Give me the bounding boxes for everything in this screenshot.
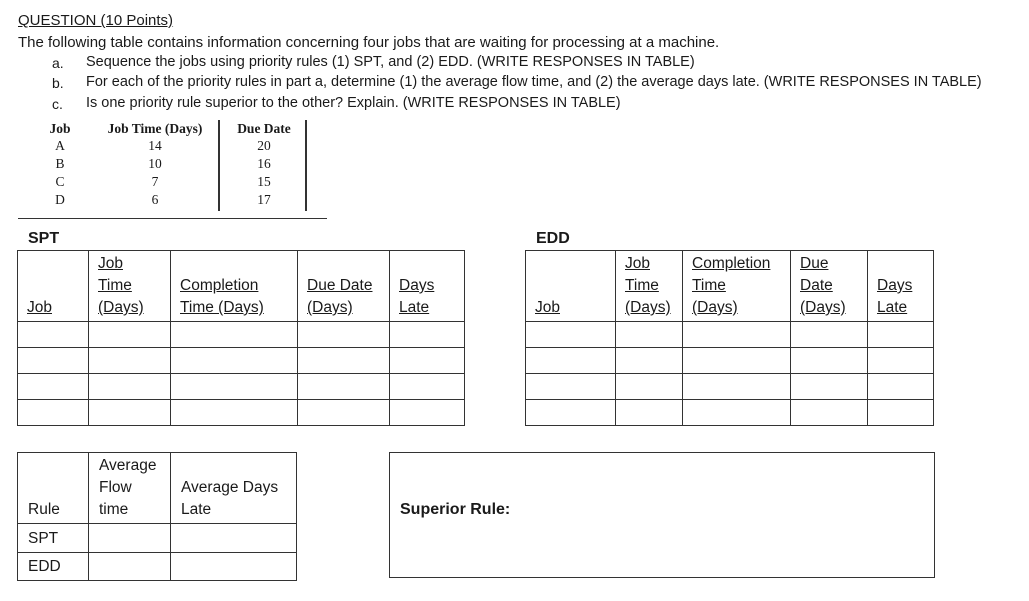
answer-cell[interactable] <box>18 374 89 400</box>
superior-rule-label: Superior Rule: <box>400 501 511 518</box>
spt-table <box>17 250 465 426</box>
avg-rule-label: EDD <box>18 553 89 581</box>
answer-cell[interactable] <box>298 322 390 348</box>
avg-row-edd <box>18 553 297 581</box>
edd-header-late: Days Late <box>868 251 934 322</box>
item-b-text: For each of the priority rules in part a, determine (1) the average flow time, and (2) the average days late. (WRITE RESPONSES IN TABLE) <box>86 74 982 90</box>
answer-cell[interactable] <box>298 400 390 426</box>
spt-header-late: Days Late <box>390 251 465 322</box>
answer-cell[interactable] <box>89 524 171 553</box>
answer-cell[interactable] <box>171 400 298 426</box>
edd-header-completion: Completion Time (Days) <box>683 251 791 322</box>
spt-answer-row[interactable] <box>18 374 465 400</box>
edd-header-due: Due Date (Days) <box>791 251 868 322</box>
answer-cell[interactable] <box>791 322 868 348</box>
answer-cell[interactable] <box>683 374 791 400</box>
answer-cell[interactable] <box>89 348 171 374</box>
answer-cell[interactable] <box>616 400 683 426</box>
answer-cell[interactable] <box>526 348 616 374</box>
avg-row-spt <box>18 524 297 553</box>
given-job: A <box>55 138 65 153</box>
spt-header-due: Due Date (Days) <box>298 251 390 322</box>
answer-cell[interactable] <box>868 374 934 400</box>
answer-cell[interactable] <box>526 400 616 426</box>
answer-cell[interactable] <box>791 400 868 426</box>
given-job: C <box>55 174 65 189</box>
edd-answer-row[interactable] <box>526 348 934 374</box>
given-bottom-rule <box>18 218 327 219</box>
answer-cell[interactable] <box>18 348 89 374</box>
answer-cell[interactable] <box>390 374 465 400</box>
edd-answer-row[interactable] <box>526 374 934 400</box>
spt-header-completion: Completion Time (Days) <box>171 251 298 322</box>
item-c-text: Is one priority rule superior to the other? Explain. (WRITE RESPONSES IN TABLE) <box>86 95 621 111</box>
given-header-job: Job <box>49 121 71 136</box>
spt-answer-row[interactable] <box>18 400 465 426</box>
answer-cell[interactable] <box>298 348 390 374</box>
answer-cell[interactable] <box>298 374 390 400</box>
given-time: 6 <box>151 192 159 207</box>
edd-answer-row[interactable] <box>526 322 934 348</box>
item-a-text: Sequence the jobs using priority rules (1) SPT, and (2) EDD. (WRITE RESPONSES IN TABLE) <box>86 54 695 70</box>
answer-cell[interactable] <box>390 400 465 426</box>
given-job: B <box>55 156 65 171</box>
given-time: 7 <box>151 174 159 189</box>
answer-cell[interactable] <box>791 374 868 400</box>
answer-cell[interactable] <box>683 400 791 426</box>
answer-cell[interactable] <box>171 524 297 553</box>
answer-cell[interactable] <box>89 553 171 581</box>
spt-label: SPT <box>28 230 60 247</box>
edd-label: EDD <box>536 230 570 247</box>
spt-header-job-time: Job Time (Days) <box>89 251 171 322</box>
item-a-letter: a. <box>52 55 64 71</box>
spt-answer-row[interactable] <box>18 322 465 348</box>
avg-header-flow: Average Flow time <box>89 453 171 524</box>
given-time: 10 <box>148 156 162 171</box>
answer-cell[interactable] <box>89 322 171 348</box>
answer-cell[interactable] <box>868 322 934 348</box>
edd-header-job: Job <box>526 251 616 322</box>
edd-table <box>525 250 934 426</box>
answer-cell[interactable] <box>18 400 89 426</box>
given-header-time: Job Time (Days) <box>107 121 203 136</box>
answer-cell[interactable] <box>868 348 934 374</box>
answer-cell[interactable] <box>616 374 683 400</box>
avg-header-rule: Rule <box>18 453 89 524</box>
spt-header-job: Job <box>18 251 89 322</box>
given-divider-1 <box>218 120 220 211</box>
given-header-due: Due Date <box>237 121 291 136</box>
item-c-letter: c. <box>52 96 63 112</box>
question-title: QUESTION (10 Points) <box>18 12 174 29</box>
answer-cell[interactable] <box>390 322 465 348</box>
item-b-letter: b. <box>52 75 64 91</box>
answer-cell[interactable] <box>89 400 171 426</box>
answer-cell[interactable] <box>683 348 791 374</box>
given-due: 20 <box>257 138 271 153</box>
answer-cell[interactable] <box>868 400 934 426</box>
given-time: 14 <box>148 138 162 153</box>
given-due: 16 <box>257 156 271 171</box>
avg-rule-label: SPT <box>18 524 89 553</box>
answer-cell[interactable] <box>526 374 616 400</box>
edd-answer-row[interactable] <box>526 400 934 426</box>
avg-header-late: Average Days Late <box>171 453 297 524</box>
edd-header-job-time: Job Time (Days) <box>616 251 683 322</box>
given-due: 17 <box>257 192 271 207</box>
answer-cell[interactable] <box>683 322 791 348</box>
given-divider-2 <box>305 120 307 211</box>
question-intro: The following table contains information concerning four jobs that are waiting for processing at a machine. <box>18 34 720 51</box>
answer-cell[interactable] <box>390 348 465 374</box>
answer-cell[interactable] <box>171 322 298 348</box>
given-job: D <box>55 192 65 207</box>
answer-cell[interactable] <box>526 322 616 348</box>
answer-cell[interactable] <box>89 374 171 400</box>
answer-cell[interactable] <box>171 348 298 374</box>
answer-cell[interactable] <box>616 348 683 374</box>
given-due: 15 <box>257 174 271 189</box>
answer-cell[interactable] <box>791 348 868 374</box>
answer-cell[interactable] <box>616 322 683 348</box>
averages-table <box>17 452 297 581</box>
answer-cell[interactable] <box>18 322 89 348</box>
spt-answer-row[interactable] <box>18 348 465 374</box>
answer-cell[interactable] <box>171 553 297 581</box>
answer-cell[interactable] <box>171 374 298 400</box>
